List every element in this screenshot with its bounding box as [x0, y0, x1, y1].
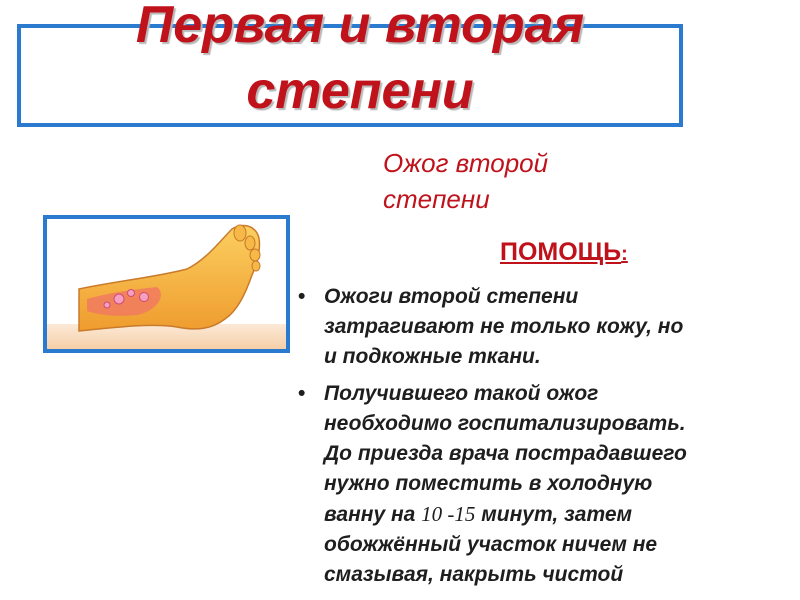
bullet-1-line-3: и подкожные ткани. — [324, 345, 541, 368]
bullet-2-line-2: необходимо госпитализировать. — [324, 412, 686, 435]
bullet-2-bath-suffix: минут, затем — [475, 503, 633, 526]
bullet-1-line-1: Ожоги второй степени — [324, 285, 579, 308]
burned-foot-illustration — [43, 215, 290, 353]
bullet-2-line-3: До приезда врача пострадавшего — [324, 442, 687, 465]
blister-3 — [140, 293, 149, 302]
bullet-2-bath-minutes: 10 -15 — [421, 502, 476, 526]
bullet-2-line-6: обожжённый участок ничем не — [324, 533, 658, 556]
bullet-2-line-4: нужно поместить в холодную — [324, 472, 653, 495]
foot-drawing — [47, 219, 286, 349]
toe-4 — [252, 261, 260, 271]
blister-4 — [104, 302, 110, 308]
bullet-dot: • — [298, 285, 306, 308]
help-heading — [500, 236, 628, 270]
bullet-1-line-2: затрагивают не только кожу, но — [324, 315, 684, 338]
bullet-2-bath-prefix: ванну на — [324, 503, 422, 526]
bullet-dot: • — [298, 382, 306, 405]
bullet-2-line-1: Получившего такой ожог — [324, 382, 599, 405]
blister-1 — [114, 294, 124, 304]
subtitle-line-2: степени — [383, 184, 490, 214]
subtitle-line-1: Ожог второй — [383, 148, 549, 178]
toe-3 — [250, 249, 260, 261]
toe-1 — [234, 225, 246, 241]
help-label: ПОМОЩЬ — [500, 238, 622, 266]
page-title — [0, 0, 720, 124]
toe-2 — [245, 236, 255, 250]
list-item — [296, 379, 786, 590]
page-title-line-1: Первая и вторая — [135, 0, 585, 54]
list-item — [296, 282, 786, 372]
blister-2 — [128, 290, 135, 297]
burn-degree-subtitle — [383, 145, 643, 217]
page-title-line-2: степени — [246, 62, 474, 120]
bullet-2-line-7: смазывая, накрыть чистой — [324, 563, 624, 586]
help-colon: : — [621, 243, 628, 265]
help-bullet-list — [296, 282, 786, 597]
